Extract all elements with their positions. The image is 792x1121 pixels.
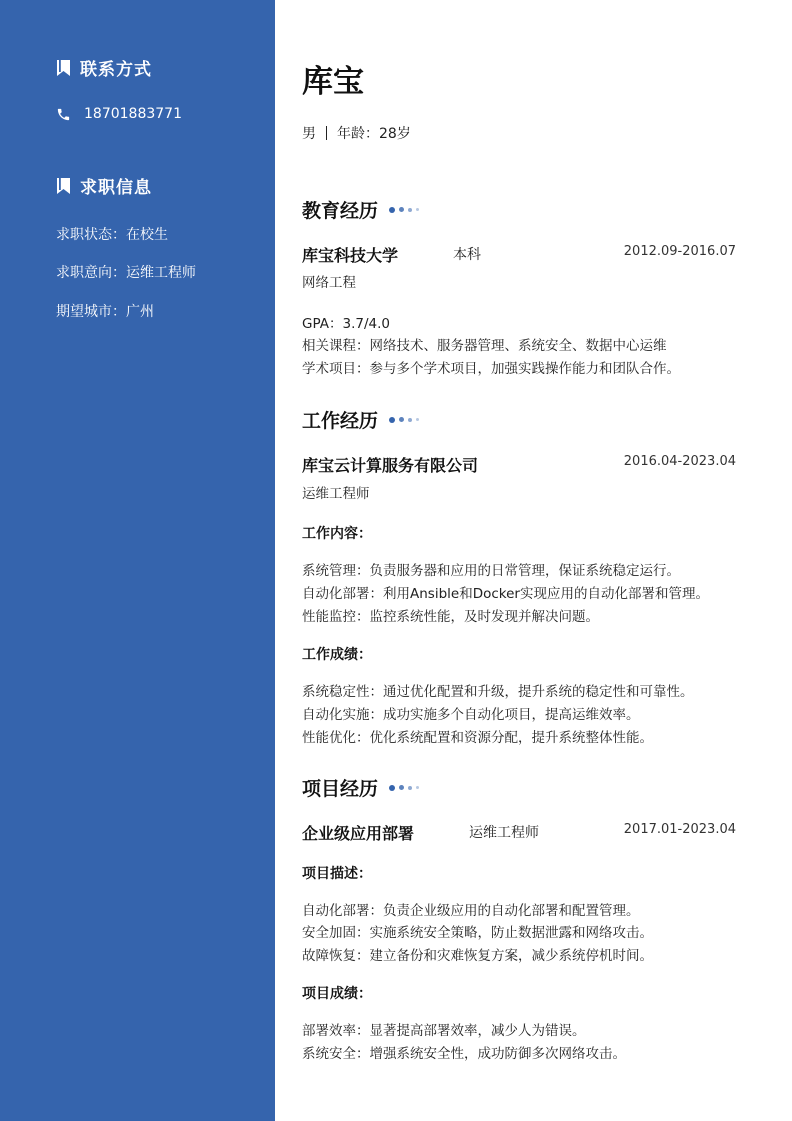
dots-decoration — [389, 207, 423, 213]
project-desc-heading: 项目描述： — [302, 866, 372, 882]
work-date: 2016.04-2023.04 — [623, 454, 736, 469]
candidate-name: 库宝 — [302, 64, 364, 100]
work-role: 运维工程师 — [302, 486, 370, 502]
academic-projects: 学术项目：参与多个学术项目，加强实践操作能力和团队合作。 — [302, 361, 680, 377]
phone-icon — [56, 107, 71, 122]
gpa: GPA：3.7/4.0 — [302, 316, 390, 332]
major: 网络工程 — [302, 275, 356, 291]
company-name: 库宝云计算服务有限公司 — [302, 456, 479, 475]
school-name: 库宝科技大学 — [302, 246, 399, 265]
list-item: 部署效率：显著提高部署效率，减少人为错误。 — [302, 1023, 586, 1039]
dots-decoration — [389, 785, 423, 791]
degree: 本科 — [453, 247, 481, 263]
phone-number: 18701883771 — [84, 106, 182, 122]
gender: 男 — [302, 126, 316, 142]
contact-title: 联系方式 — [80, 60, 152, 80]
project-achievement-heading: 项目成绩： — [302, 986, 372, 1002]
project-heading — [302, 774, 423, 801]
section-title: 项目经历 — [302, 778, 379, 800]
list-item: 性能监控：监控系统性能，及时发现并解决问题。 — [302, 609, 599, 625]
education-heading — [302, 196, 423, 223]
bookmark-icon — [56, 60, 71, 76]
list-item: 安全加固：实施系统安全策略，防止数据泄露和网络攻击。 — [302, 925, 653, 941]
contact-heading — [56, 55, 152, 80]
project-role: 运维工程师 — [469, 825, 539, 841]
section-title: 教育经历 — [302, 200, 379, 222]
list-item: 系统安全：增强系统安全性，成功防御多次网络攻击。 — [302, 1046, 626, 1062]
job-status: 求职状态：在校生 — [56, 227, 168, 243]
project-name: 企业级应用部署 — [302, 824, 415, 843]
dots-decoration — [389, 417, 423, 423]
list-item: 自动化部署：负责企业级应用的自动化部署和配置管理。 — [302, 903, 640, 919]
age: 年龄：28岁 — [337, 126, 411, 142]
list-item: 故障恢复：建立备份和灾难恢复方案，减少系统停机时间。 — [302, 948, 653, 964]
list-item: 系统稳定性：通过优化配置和升级，提升系统的稳定性和可靠性。 — [302, 684, 694, 700]
list-item: 性能优化：优化系统配置和资源分配，提升系统整体性能。 — [302, 730, 653, 746]
list-item: 自动化部署：利用Ansible和Docker实现应用的自动化部署和管理。 — [302, 586, 709, 602]
project-date: 2017.01-2023.04 — [623, 822, 736, 837]
education-date: 2012.09-2016.07 — [623, 244, 736, 259]
work-content-heading: 工作内容： — [302, 526, 372, 542]
list-item: 系统管理：负责服务器和应用的日常管理，保证系统稳定运行。 — [302, 563, 680, 579]
work-heading — [302, 406, 423, 433]
courses: 相关课程：网络技术、服务器管理、系统安全、数据中心运维 — [302, 338, 667, 354]
section-title: 工作经历 — [302, 410, 379, 432]
work-achievement-heading: 工作成绩： — [302, 647, 372, 663]
divider — [326, 126, 327, 140]
list-item: 自动化实施：成功实施多个自动化项目，提高运维效率。 — [302, 707, 640, 723]
phone-row — [56, 106, 182, 122]
job-city: 期望城市：广州 — [56, 304, 154, 320]
basic-info — [302, 123, 411, 143]
sidebar — [0, 0, 275, 1121]
job-intent: 求职意向：运维工程师 — [56, 265, 196, 281]
bookmark-icon — [56, 178, 71, 194]
job-info-title: 求职信息 — [80, 178, 152, 198]
job-info-heading — [56, 173, 152, 198]
